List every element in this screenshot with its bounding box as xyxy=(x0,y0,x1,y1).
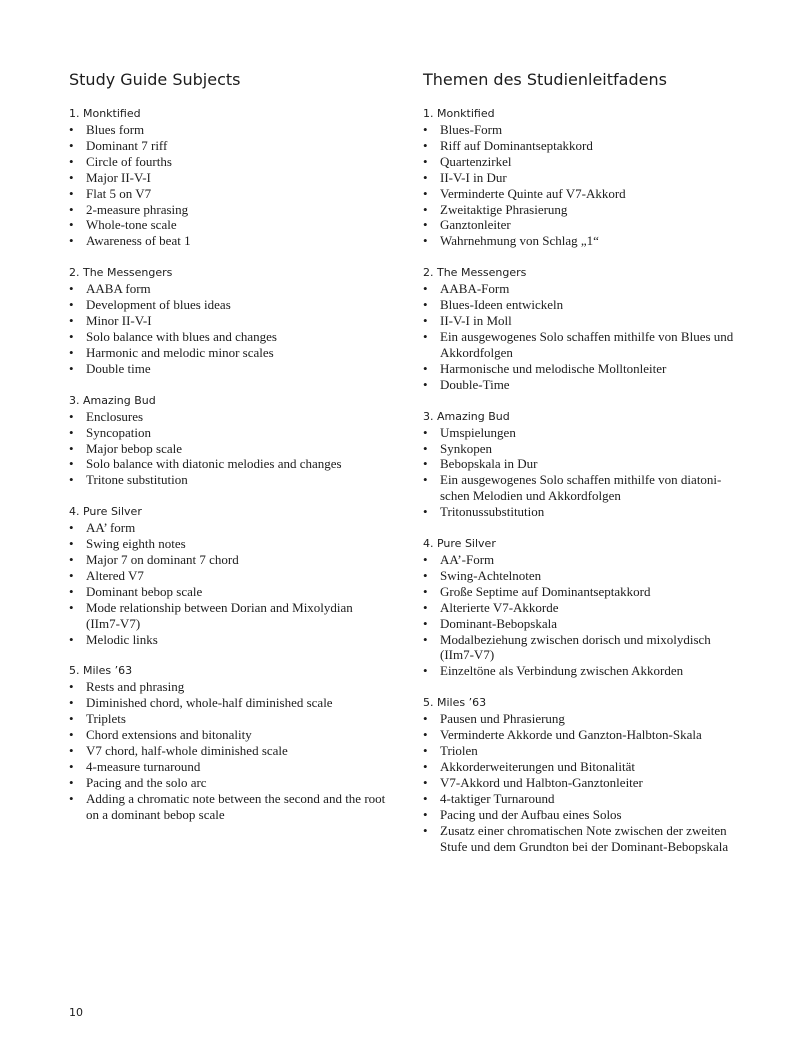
topic-list xyxy=(423,281,743,392)
bullet-icon: • xyxy=(69,360,74,376)
topic-item xyxy=(423,281,743,297)
topic-text: Alterierte V7-Akkorde xyxy=(440,599,559,615)
topic-text: Syncopation xyxy=(86,424,151,440)
bullet-icon: • xyxy=(423,137,428,153)
bullet-icon: • xyxy=(423,360,428,376)
topic-item xyxy=(69,297,389,313)
column-german xyxy=(423,70,743,870)
topic-text: Circle of fourths xyxy=(86,153,172,169)
topic-item xyxy=(423,361,743,377)
topic-item xyxy=(423,456,743,472)
bullet-icon: • xyxy=(423,456,428,472)
topic-text: Major bebop scale xyxy=(86,440,183,456)
topic-item xyxy=(423,297,743,313)
topic-text: Melodic links xyxy=(86,631,158,647)
bullet-icon: • xyxy=(69,727,74,743)
topic-item xyxy=(423,616,743,632)
bullet-icon: • xyxy=(423,806,428,822)
study-section xyxy=(423,536,743,679)
topic-item xyxy=(69,313,389,329)
topic-item xyxy=(423,743,743,759)
topic-text: II-V-I in Moll xyxy=(440,313,512,329)
bullet-icon: • xyxy=(69,599,74,615)
topic-item xyxy=(69,759,389,775)
bullet-icon: • xyxy=(69,297,74,313)
topic-text: 4-taktiger Turnaround xyxy=(440,790,555,806)
topic-item xyxy=(69,743,389,759)
topic-text: Quartenzirkel xyxy=(440,153,512,169)
topic-text: AA’ form xyxy=(86,520,136,536)
study-section xyxy=(423,409,743,520)
topic-text: 4-measure turnaround xyxy=(86,759,201,774)
bullet-icon: • xyxy=(423,472,428,488)
topic-item xyxy=(69,361,389,377)
topic-text: Solo balance with diatonic melodies and changes xyxy=(86,456,342,472)
topic-item xyxy=(69,584,389,600)
bullet-icon: • xyxy=(423,185,428,201)
topic-text: Einzeltöne als Verbindung zwischen Akkorden xyxy=(440,663,684,679)
topic-list xyxy=(423,552,743,679)
topic-text: Ganztonleiter xyxy=(440,217,511,233)
topic-text: Dominant bebop scale xyxy=(86,583,203,599)
topic-text: AABA-Form xyxy=(440,281,510,297)
topic-item xyxy=(423,727,743,743)
column-english xyxy=(69,70,389,839)
topic-item xyxy=(69,329,389,345)
topic-text: Altered V7 xyxy=(86,567,144,583)
bullet-icon: • xyxy=(69,201,74,217)
topic-list xyxy=(423,425,743,520)
bullet-icon: • xyxy=(69,774,74,790)
topic-item xyxy=(69,281,389,297)
heading-english: Study Guide Subjects xyxy=(69,70,241,89)
section-title: 2. The Messengers xyxy=(69,266,173,280)
bullet-icon: • xyxy=(69,281,74,297)
topic-text: Flat 5 on V7 xyxy=(86,185,152,201)
bullet-icon: • xyxy=(69,440,74,456)
bullet-icon: • xyxy=(69,456,74,472)
bullet-icon: • xyxy=(423,790,428,806)
topic-text: Pacing and the solo arc xyxy=(86,774,207,790)
bullet-icon: • xyxy=(69,743,74,759)
bullet-icon: • xyxy=(69,695,74,711)
topic-item xyxy=(69,600,389,632)
topic-item xyxy=(69,727,389,743)
bullet-icon: • xyxy=(423,743,428,759)
topic-text: Development of blues ideas xyxy=(86,297,231,313)
bullet-icon: • xyxy=(69,153,74,169)
topic-text: Verminderte Akkorde und Ganzton-Halbton-Skala xyxy=(440,727,702,743)
topic-text: Swing eighth notes xyxy=(86,536,186,552)
topic-item xyxy=(423,138,743,154)
bullet-icon: • xyxy=(423,727,428,743)
topic-item xyxy=(423,202,743,218)
bullet-icon: • xyxy=(423,631,428,647)
topic-item xyxy=(423,329,743,361)
topic-text: Zweitaktige Phrasierung xyxy=(440,201,568,217)
study-section xyxy=(69,504,389,647)
topic-text: Ein ausgewogenes Solo schaffen mithilfe von Blues und Akkordfolgen xyxy=(440,328,734,360)
topic-item xyxy=(423,186,743,202)
study-section xyxy=(69,393,389,489)
topic-item xyxy=(423,632,743,664)
topic-item xyxy=(69,568,389,584)
topic-text: Blues form xyxy=(86,122,145,137)
study-section xyxy=(69,106,389,249)
topic-text: Adding a chromatic note between the second and the root on a dominant bebop scale xyxy=(86,790,386,822)
topic-item xyxy=(69,552,389,568)
topic-text: Pacing und der Aufbau eines Solos xyxy=(440,806,622,822)
bullet-icon: • xyxy=(423,759,428,774)
topic-text: Mode relationship between Dorian and Mixolydian (IIm7-V7) xyxy=(86,599,353,631)
topic-item xyxy=(423,122,743,138)
section-title: 4. Pure Silver xyxy=(69,505,142,519)
topic-item xyxy=(423,170,743,186)
bullet-icon: • xyxy=(423,376,428,392)
bullet-icon: • xyxy=(423,313,428,329)
bullet-icon: • xyxy=(69,472,74,488)
bullet-icon: • xyxy=(423,424,428,440)
topic-text: Umspielungen xyxy=(440,424,516,440)
topic-text: Double-Time xyxy=(440,376,510,392)
bullet-icon: • xyxy=(423,774,428,790)
bullet-icon: • xyxy=(423,169,428,185)
topic-list xyxy=(69,122,389,249)
bullet-icon: • xyxy=(423,153,428,169)
topic-text: V7 chord, half-whole diminished scale xyxy=(86,743,288,759)
bullet-icon: • xyxy=(423,583,428,599)
topic-item xyxy=(69,154,389,170)
topic-item xyxy=(423,233,743,249)
topic-item xyxy=(69,679,389,695)
bullet-icon: • xyxy=(69,552,74,568)
study-section xyxy=(423,695,743,854)
bullet-icon: • xyxy=(69,631,74,647)
study-section xyxy=(69,265,389,376)
study-section xyxy=(423,265,743,392)
topic-text: Enclosures xyxy=(86,408,144,424)
topic-item xyxy=(69,632,389,648)
topic-item xyxy=(423,154,743,170)
topic-item xyxy=(69,441,389,457)
bullet-icon: • xyxy=(69,408,74,424)
topic-item xyxy=(69,138,389,154)
topic-item xyxy=(423,552,743,568)
topic-item xyxy=(423,584,743,600)
topic-text: Verminderte Quinte auf V7-Akkord xyxy=(440,185,626,201)
topic-item xyxy=(423,472,743,504)
topic-text: Riff auf Dominantseptakkord xyxy=(440,137,593,153)
topic-item xyxy=(69,775,389,791)
topic-item xyxy=(69,425,389,441)
topic-item xyxy=(423,823,743,855)
bullet-icon: • xyxy=(423,297,428,313)
topic-item xyxy=(423,711,743,727)
topic-item xyxy=(423,313,743,329)
topic-item xyxy=(69,122,389,138)
topic-item xyxy=(423,441,743,457)
topic-text: Whole-tone scale xyxy=(86,217,177,233)
topic-item xyxy=(69,409,389,425)
topic-item xyxy=(69,536,389,552)
bullet-icon: • xyxy=(69,185,74,201)
heading-german: Themen des Studienleitfadens xyxy=(423,70,667,89)
topic-text: Tritone substitution xyxy=(86,472,188,488)
topic-item xyxy=(423,791,743,807)
topic-text: AA’-Form xyxy=(440,552,495,568)
topic-item xyxy=(423,775,743,791)
bullet-icon: • xyxy=(69,790,74,806)
topic-text: Solo balance with blues and changes xyxy=(86,328,277,344)
topic-list xyxy=(423,122,743,249)
bullet-icon: • xyxy=(423,711,428,727)
bullet-icon: • xyxy=(423,440,428,456)
bullet-icon: • xyxy=(423,217,428,233)
bullet-icon: • xyxy=(423,552,428,568)
sections-english xyxy=(69,106,389,823)
topic-list xyxy=(423,711,743,854)
topic-text: Blues-Ideen entwickeln xyxy=(440,297,564,313)
topic-item xyxy=(69,217,389,233)
topic-text: Tritonussubstitution xyxy=(440,504,545,520)
bullet-icon: • xyxy=(423,328,428,344)
bullet-icon: • xyxy=(423,615,428,631)
bullet-icon: • xyxy=(423,281,428,297)
bullet-icon: • xyxy=(423,201,428,217)
topic-list xyxy=(69,520,389,647)
topic-text: Zusatz einer chromatischen Note zwischen der zweiten Stufe und dem Grundton bei der Dominant-Bebopskala xyxy=(440,822,729,854)
topic-text: Modalbeziehung zwischen dorisch und mixolydisch (IIm7-V7) xyxy=(440,631,711,663)
bullet-icon: • xyxy=(423,822,428,838)
topic-item xyxy=(423,568,743,584)
page-number: 10 xyxy=(69,1006,83,1019)
topic-item xyxy=(69,472,389,488)
bullet-icon: • xyxy=(423,663,428,679)
section-title: 5. Miles ’63 xyxy=(69,664,133,678)
topic-item xyxy=(423,425,743,441)
topic-text: Triolen xyxy=(440,743,478,759)
topic-text: Major II-V-I xyxy=(86,169,151,185)
topic-item xyxy=(69,186,389,202)
bullet-icon: • xyxy=(69,169,74,185)
topic-list xyxy=(69,679,389,822)
topic-item xyxy=(69,791,389,823)
section-title: 5. Miles ’63 xyxy=(423,696,487,710)
section-title: 4. Pure Silver xyxy=(423,537,496,551)
study-section xyxy=(69,663,389,822)
topic-text: Wahrnehmung von Schlag „1“ xyxy=(440,233,599,249)
topic-text: Große Septime auf Dominantseptakkord xyxy=(440,583,651,599)
bullet-icon: • xyxy=(69,313,74,329)
sections-german xyxy=(423,106,743,854)
bullet-icon: • xyxy=(423,504,428,520)
bullet-icon: • xyxy=(423,233,428,249)
topic-text: Harmonic and melodic minor scales xyxy=(86,344,274,360)
topic-item xyxy=(423,759,743,775)
topic-item xyxy=(69,202,389,218)
bullet-icon: • xyxy=(69,328,74,344)
topic-text: Chord extensions and bitonality xyxy=(86,727,252,743)
topic-text: II-V-I in Dur xyxy=(440,169,507,185)
topic-item xyxy=(69,456,389,472)
topic-text: V7-Akkord und Halbton-Ganztonleiter xyxy=(440,774,643,790)
bullet-icon: • xyxy=(69,344,74,360)
bullet-icon: • xyxy=(69,233,74,249)
topic-item xyxy=(69,345,389,361)
topic-text: Pausen und Phrasierung xyxy=(440,711,565,727)
topic-text: Bebopskala in Dur xyxy=(440,456,538,472)
topic-text: Ein ausgewogenes Solo schaffen mithilfe von diatonischen Melodien und Akkordfolgen xyxy=(440,472,722,504)
bullet-icon: • xyxy=(423,599,428,615)
topic-item xyxy=(69,233,389,249)
topic-text: Harmonische und melodische Molltonleiter xyxy=(440,360,667,376)
topic-text: Blues-Form xyxy=(440,122,503,137)
section-title: 3. Amazing Bud xyxy=(423,409,510,423)
bullet-icon: • xyxy=(69,679,74,695)
topic-item xyxy=(69,711,389,727)
section-title: 1. Monktified xyxy=(423,107,495,120)
topic-text: 2-measure phrasing xyxy=(86,201,189,217)
topic-list xyxy=(69,409,389,489)
bullet-icon: • xyxy=(69,759,74,774)
topic-item xyxy=(423,504,743,520)
bullet-icon: • xyxy=(69,711,74,727)
section-title: 3. Amazing Bud xyxy=(69,393,156,407)
topic-item xyxy=(69,520,389,536)
bullet-icon: • xyxy=(69,536,74,552)
bullet-icon: • xyxy=(69,424,74,440)
topic-item xyxy=(69,170,389,186)
topic-text: Awareness of beat 1 xyxy=(86,233,191,249)
bullet-icon: • xyxy=(69,122,74,137)
topic-item xyxy=(423,217,743,233)
bullet-icon: • xyxy=(69,583,74,599)
section-title: 1. Monktified xyxy=(69,107,141,120)
bullet-icon: • xyxy=(69,217,74,233)
topic-text: Rests and phrasing xyxy=(86,679,185,695)
topic-item xyxy=(423,600,743,616)
topic-item xyxy=(423,377,743,393)
topic-item xyxy=(69,695,389,711)
bullet-icon: • xyxy=(423,122,428,137)
topic-item xyxy=(423,663,743,679)
topic-item xyxy=(423,807,743,823)
topic-text: Triplets xyxy=(86,711,126,727)
study-section xyxy=(423,106,743,249)
topic-text: Swing-Achtelnoten xyxy=(440,567,542,583)
bullet-icon: • xyxy=(423,567,428,583)
topic-text: Minor II-V-I xyxy=(86,313,152,329)
bullet-icon: • xyxy=(69,567,74,583)
topic-text: Major 7 on dominant 7 chord xyxy=(86,552,239,568)
topic-text: Dominant 7 riff xyxy=(86,137,168,153)
topic-text: AABA form xyxy=(86,281,151,297)
bullet-icon: • xyxy=(69,520,74,536)
topic-text: Akkorderweiterungen und Bitonalität xyxy=(440,759,635,774)
topic-text: Double time xyxy=(86,360,151,376)
topic-text: Diminished chord, whole-half diminished scale xyxy=(86,695,333,711)
topic-text: Dominant-Bebopskala xyxy=(440,615,557,631)
topic-text: Synkopen xyxy=(440,440,492,456)
topic-list xyxy=(69,281,389,376)
bullet-icon: • xyxy=(69,137,74,153)
section-title: 2. The Messengers xyxy=(423,266,527,280)
